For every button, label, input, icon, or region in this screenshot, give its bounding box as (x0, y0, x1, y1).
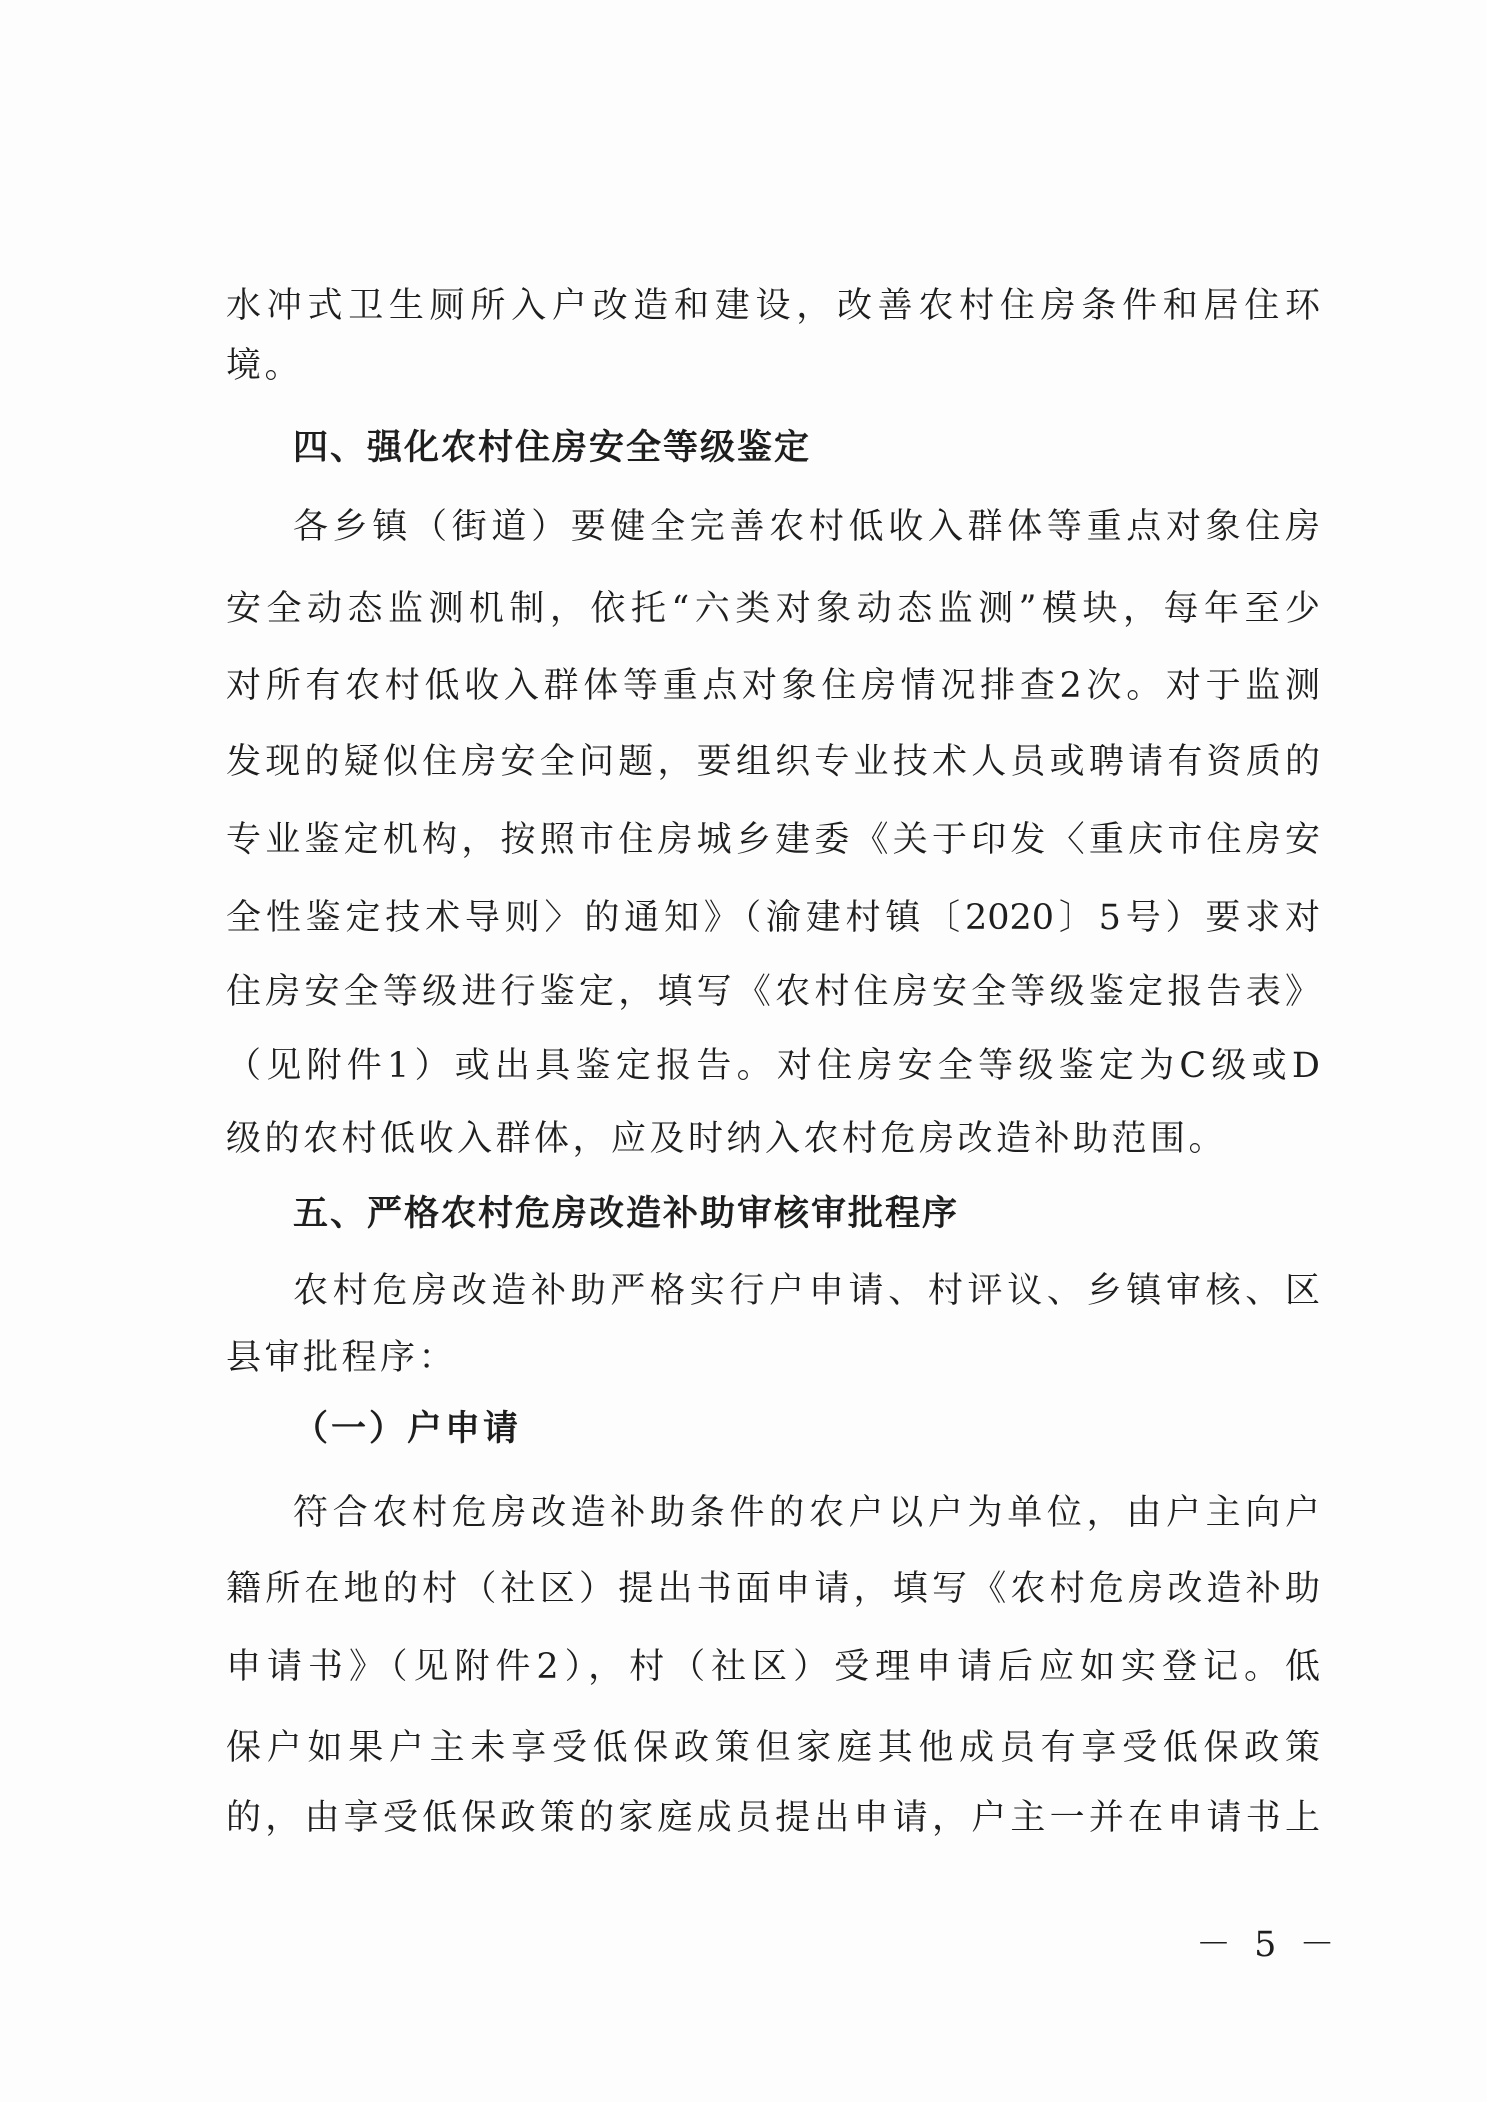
subsection-heading: （一）户申请 (293, 1408, 522, 1449)
section-heading: 五、严格农村危房改造补助审核审批程序 (293, 1194, 960, 1234)
body-text-line: 水冲式卫生厕所入户改造和建设，改善农村住房条件和居住环 (226, 286, 1320, 326)
body-text-line: 申请书》（见附件2），村（社区）受理申请后应如实登记。低 (226, 1647, 1320, 1687)
body-text-line: 籍所在地的村（社区）提出书面申请，填写《农村危房改造补助 (226, 1569, 1320, 1609)
body-text-line: 级的农村低收入群体，应及时纳入农村危房改造补助范围。 (226, 1119, 1228, 1159)
body-text-line: 县审批程序： (226, 1338, 458, 1378)
body-text-line: 专业鉴定机构，按照市住房城乡建委《关于印发〈重庆市住房安 (226, 820, 1320, 860)
body-text-line: 符合农村危房改造补助条件的农户以户为单位，由户主向户 (293, 1493, 1320, 1533)
body-text-line: 安全动态监测机制，依托“六类对象动态监测”模块，每年至少 (226, 589, 1320, 629)
body-text-line: 发现的疑似住房安全问题，要组织专业技术人员或聘请有资质的 (226, 742, 1320, 782)
body-text-line: 全性鉴定技术导则〉的通知》（渝建村镇〔2020〕5号）要求对 (226, 898, 1320, 938)
body-text-line: （见附件1）或出具鉴定报告。对住房安全等级鉴定为C级或D (226, 1046, 1320, 1086)
body-text-line: 的，由享受低保政策的家庭成员提出申请，户主一并在申请书上 (226, 1798, 1320, 1838)
body-text-line: 境。 (226, 346, 304, 386)
body-text-line: 对所有农村低收入群体等重点对象住房情况排查2次。对于监测 (226, 666, 1320, 706)
body-text-line: 保户如果户主未享受低保政策但家庭其他成员有享受低保政策 (226, 1728, 1320, 1768)
page-number: － 5 － (1196, 1925, 1341, 1965)
body-text-line: 农村危房改造补助严格实行户申请、村评议、乡镇审核、区 (293, 1271, 1320, 1311)
body-text-line: 住房安全等级进行鉴定，填写《农村住房安全等级鉴定报告表》 (226, 972, 1320, 1012)
body-text-line: 各乡镇（街道）要健全完善农村低收入群体等重点对象住房 (293, 507, 1320, 547)
section-heading: 四、强化农村住房安全等级鉴定 (293, 428, 812, 468)
